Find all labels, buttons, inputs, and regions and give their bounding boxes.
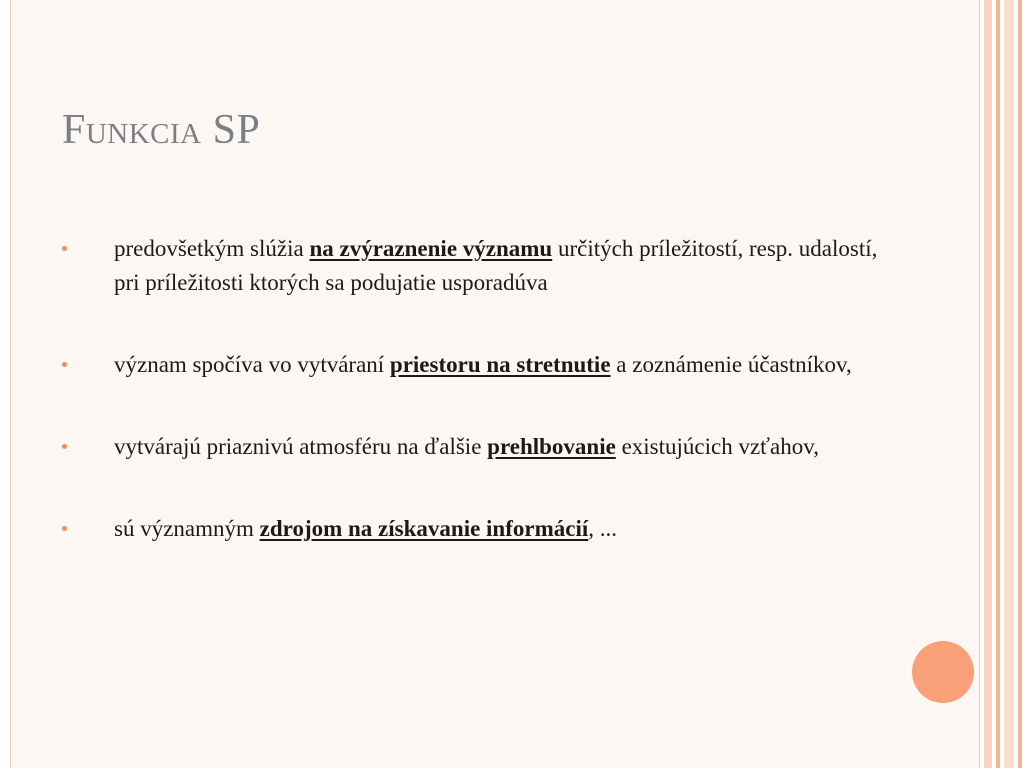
bullet-item-1 (62, 232, 882, 300)
bullet-dot-icon (62, 444, 67, 449)
bullet-text-pre: vytvárajú priaznivú atmosféru na ďalšie (114, 434, 488, 459)
bullet-dot-icon (62, 362, 67, 367)
bullet-text-emphasis: prehlbovanie (487, 434, 616, 459)
stripe (1018, 0, 1022, 768)
bullet-dot-icon (62, 246, 67, 251)
bullet-text-emphasis: zdrojom na získavanie informácií (259, 516, 589, 541)
decorative-circle-icon (912, 641, 974, 703)
stripe (996, 0, 1000, 768)
decorative-side-stripes (980, 0, 1024, 768)
stripe (1004, 0, 1014, 768)
bullet-text-pre: sú významným (114, 516, 260, 541)
bullet-dot-icon (62, 526, 67, 531)
bullet-text-post: a zoznámenie účastníkov, (610, 352, 852, 377)
bullet-item-4 (62, 512, 882, 546)
bullet-text-post: , ... (588, 516, 617, 541)
bullet-text-pre: predovšetkým slúžia (114, 236, 310, 261)
bullet-text-emphasis: na zvýraznenie významu (309, 236, 553, 261)
bullet-text-post: určitých príležitostí, resp. udalostí, pri príležitosti ktorých sa podujatie usporadúva (114, 236, 878, 295)
stripe (984, 0, 992, 768)
bullet-list (62, 232, 882, 546)
bullet-item-3 (62, 430, 882, 464)
bullet-text-post: existujúcich vzťahov, (615, 434, 819, 459)
slide-title: Funkcia SP (62, 107, 261, 153)
bullet-item-2 (62, 348, 882, 382)
bullet-text-emphasis: priestoru na stretnutie (389, 352, 611, 377)
bullet-text-pre: význam spočíva vo vytváraní (114, 352, 390, 377)
